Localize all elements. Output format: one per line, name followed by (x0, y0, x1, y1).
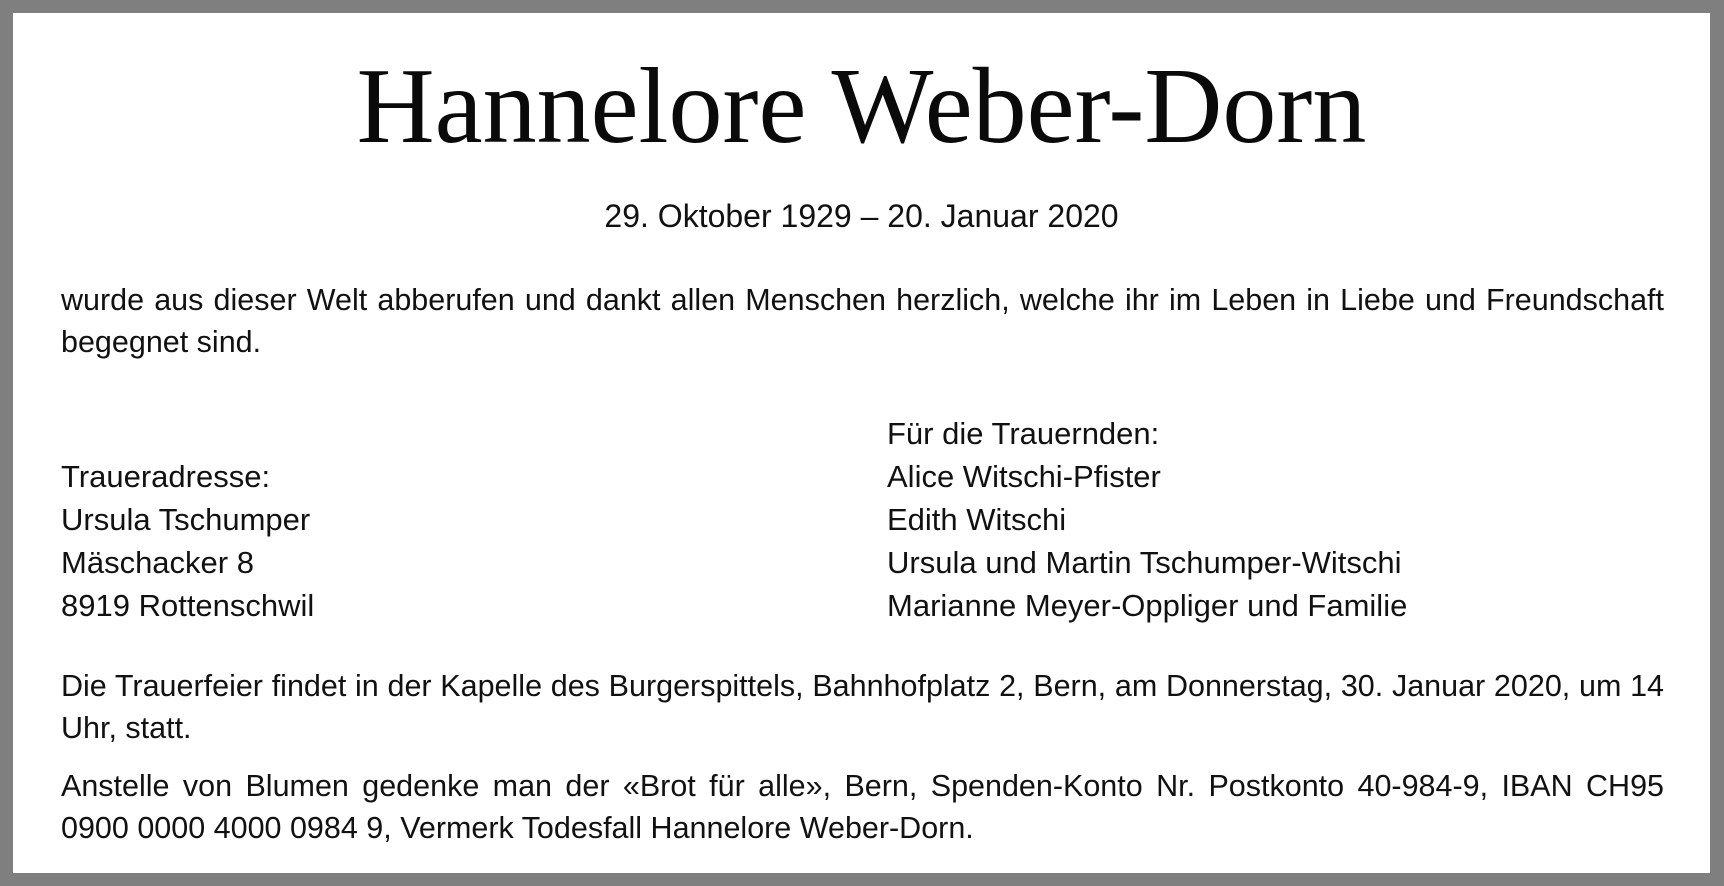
mourners-label: Für die Trauernden: (887, 416, 1160, 451)
mourning-address (61, 455, 314, 627)
mourner-name: Ursula und Martin Tschumper-Witschi (887, 545, 1402, 580)
life-dates: 29. Oktober 1929 – 20. Januar 2020 (604, 198, 1119, 234)
address-line: Ursula Tschumper (61, 502, 311, 537)
mourner-name: Edith Witschi (887, 502, 1067, 537)
donation-paragraph: Anstelle von Blumen gedenke man der «Brot für alle», Bern, Spenden-Konto Nr. Postkonto 40-984-9, IBAN CH95 0900 0000 4000 0984 9, Vermerk Todesfall Hannelore Weber-Dorn. (61, 769, 1664, 845)
mourners-list (887, 412, 1407, 627)
address-label: Traueradresse: (61, 459, 271, 494)
deceased-name: Hannelore Weber-Dorn (356, 47, 1367, 166)
intro-paragraph: wurde aus dieser Welt abberufen und dankt allen Menschen herzlich, welche ihr im Leben in Liebe und Freundschaft begegnet sind. (61, 283, 1664, 359)
ceremony-paragraph: Die Trauerfeier findet in der Kapelle des Burgerspittels, Bahnhofplatz 2, Bern, am Donnerstag, 30. Januar 2020, um 14 Uhr, statt. (61, 669, 1664, 745)
obituary-notice (13, 13, 1710, 873)
address-line: 8919 Rottenschwil (61, 588, 315, 623)
address-line: Mäschacker 8 (61, 545, 254, 580)
mourner-name: Alice Witschi-Pfister (887, 459, 1161, 494)
mourner-name: Marianne Meyer-Oppliger und Familie (887, 588, 1408, 623)
